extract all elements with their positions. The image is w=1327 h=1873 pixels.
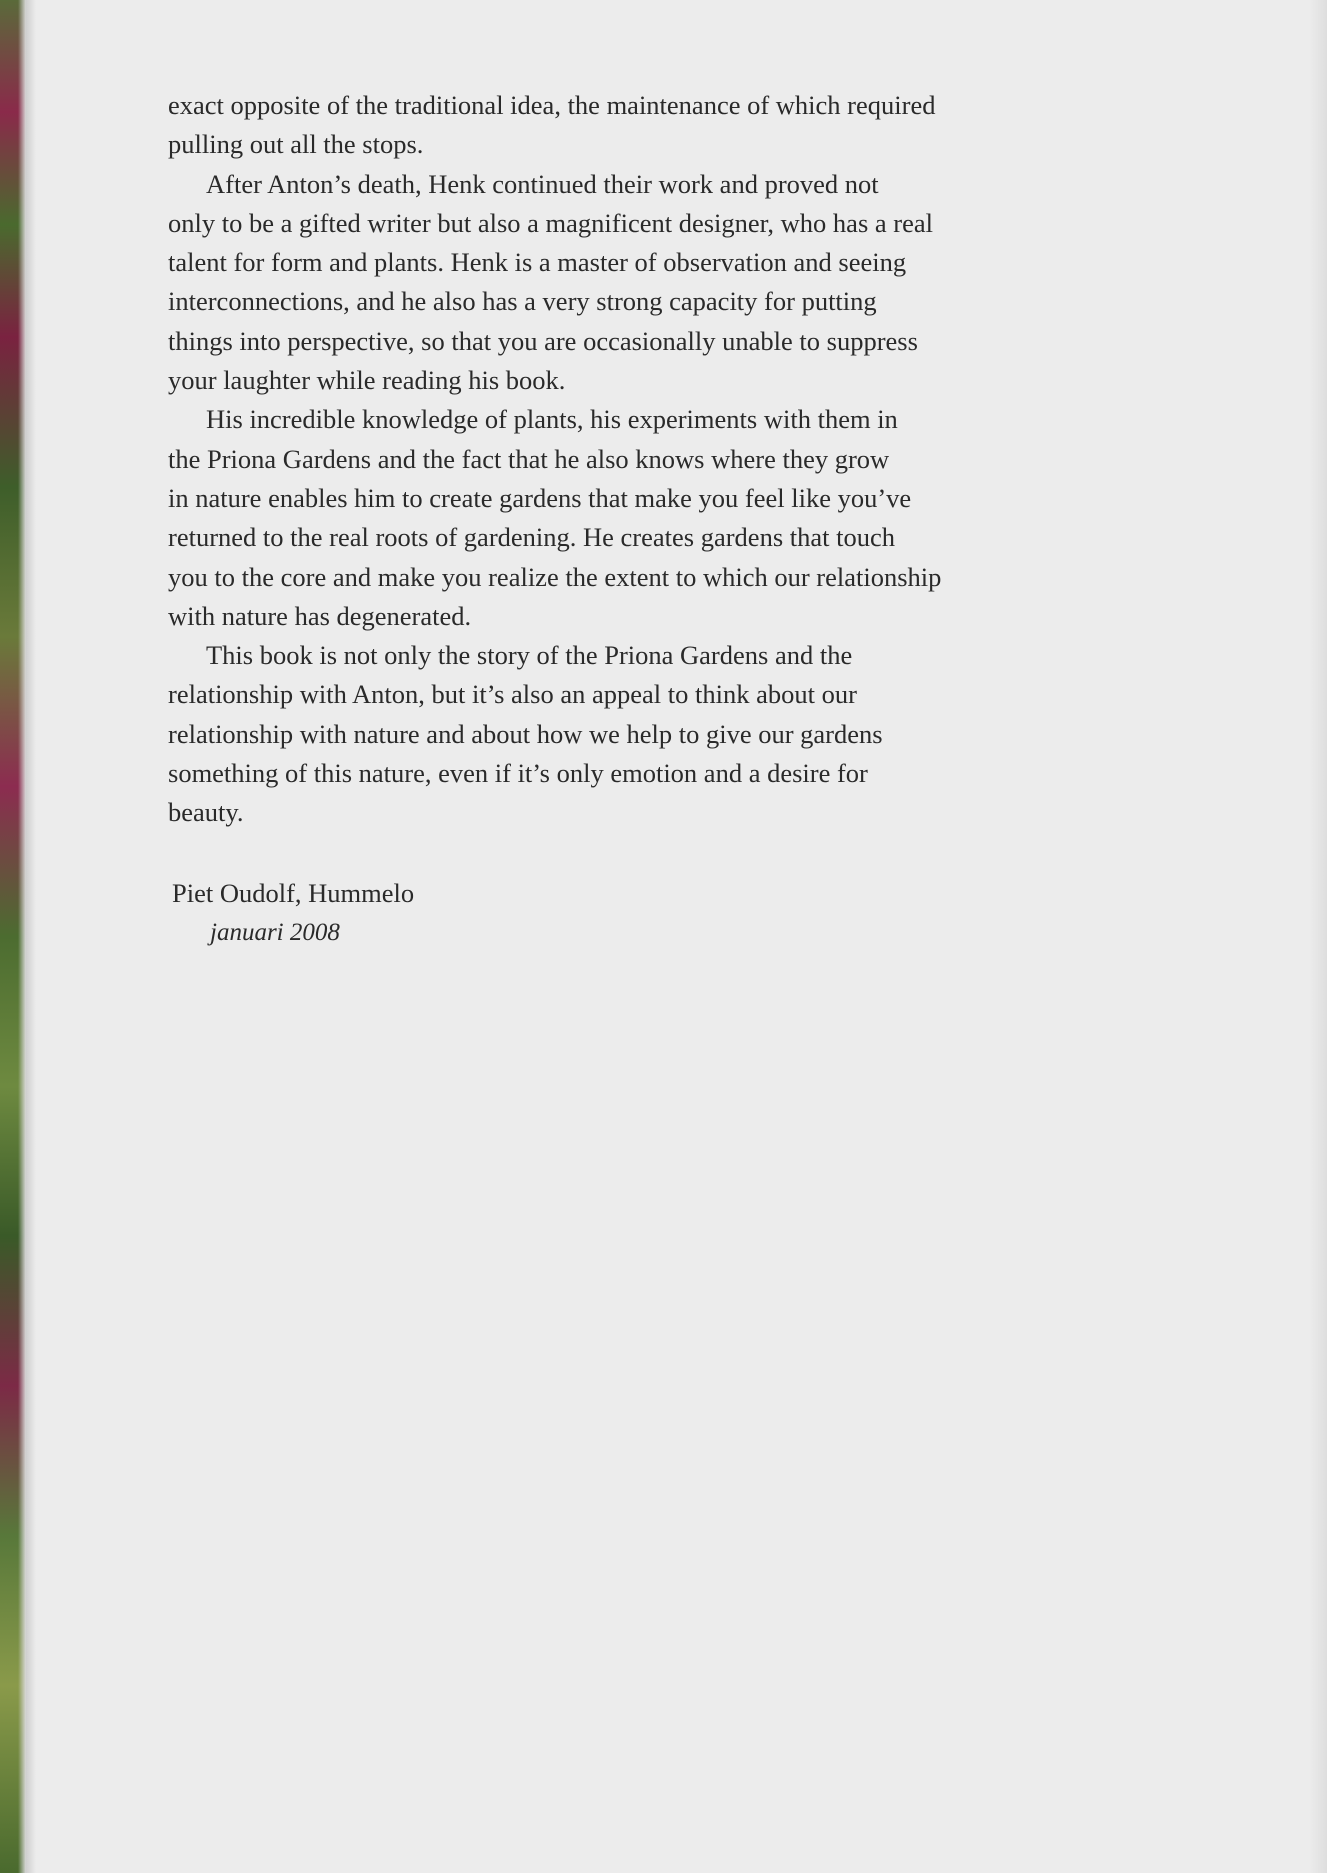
binding-edge-photo [0, 0, 26, 1873]
text-line: pulling out all the stops. [168, 129, 424, 160]
signature-author: Piet Oudolf, Hummelo [172, 878, 415, 908]
text-line: your laughter while reading his book. [168, 365, 566, 396]
text-line: only to be a gifted writer but also a magnificent designer, who has a real [168, 207, 933, 238]
text-line: in nature enables him to create gardens that make you feel like you’ve [168, 482, 912, 513]
text-line: you to the core and make you realize the extent to which our relationship [168, 561, 942, 592]
text-line: exact opposite of the traditional idea, the maintenance of which required [168, 90, 936, 120]
text-line: relationship with Anton, but it’s also an appeal to think about our [168, 679, 857, 710]
text-line: talent for form and plants. Henk is a master of observation and seeing [168, 247, 907, 278]
gutter-shadow [26, 0, 36, 1873]
signature-block [172, 874, 414, 952]
page-edge-shadow [1309, 0, 1327, 1873]
body-text [168, 86, 968, 833]
text-line: returned to the real roots of gardening. He creates gardens that touch [168, 522, 895, 553]
text-line: with nature has degenerated. [168, 600, 472, 631]
text-line: something of this nature, even if it’s only emotion and a desire for [168, 758, 868, 789]
text-line: After Anton’s death, Henk continued their work and proved not [206, 168, 879, 199]
text-line: His incredible knowledge of plants, his experiments with them in [206, 404, 898, 435]
signature-date: januari 2008 [210, 919, 340, 946]
text-line: interconnections, and he also has a very strong capacity for putting [168, 286, 877, 317]
text-line: the Priona Gardens and the fact that he also knows where they grow [168, 443, 890, 474]
text-line: This book is not only the story of the Priona Gardens and the [206, 640, 853, 671]
text-line: relationship with nature and about how we help to give our gardens [168, 718, 883, 749]
text-line: things into perspective, so that you are occasionally unable to suppress [168, 325, 918, 356]
text-line: beauty. [168, 797, 244, 828]
